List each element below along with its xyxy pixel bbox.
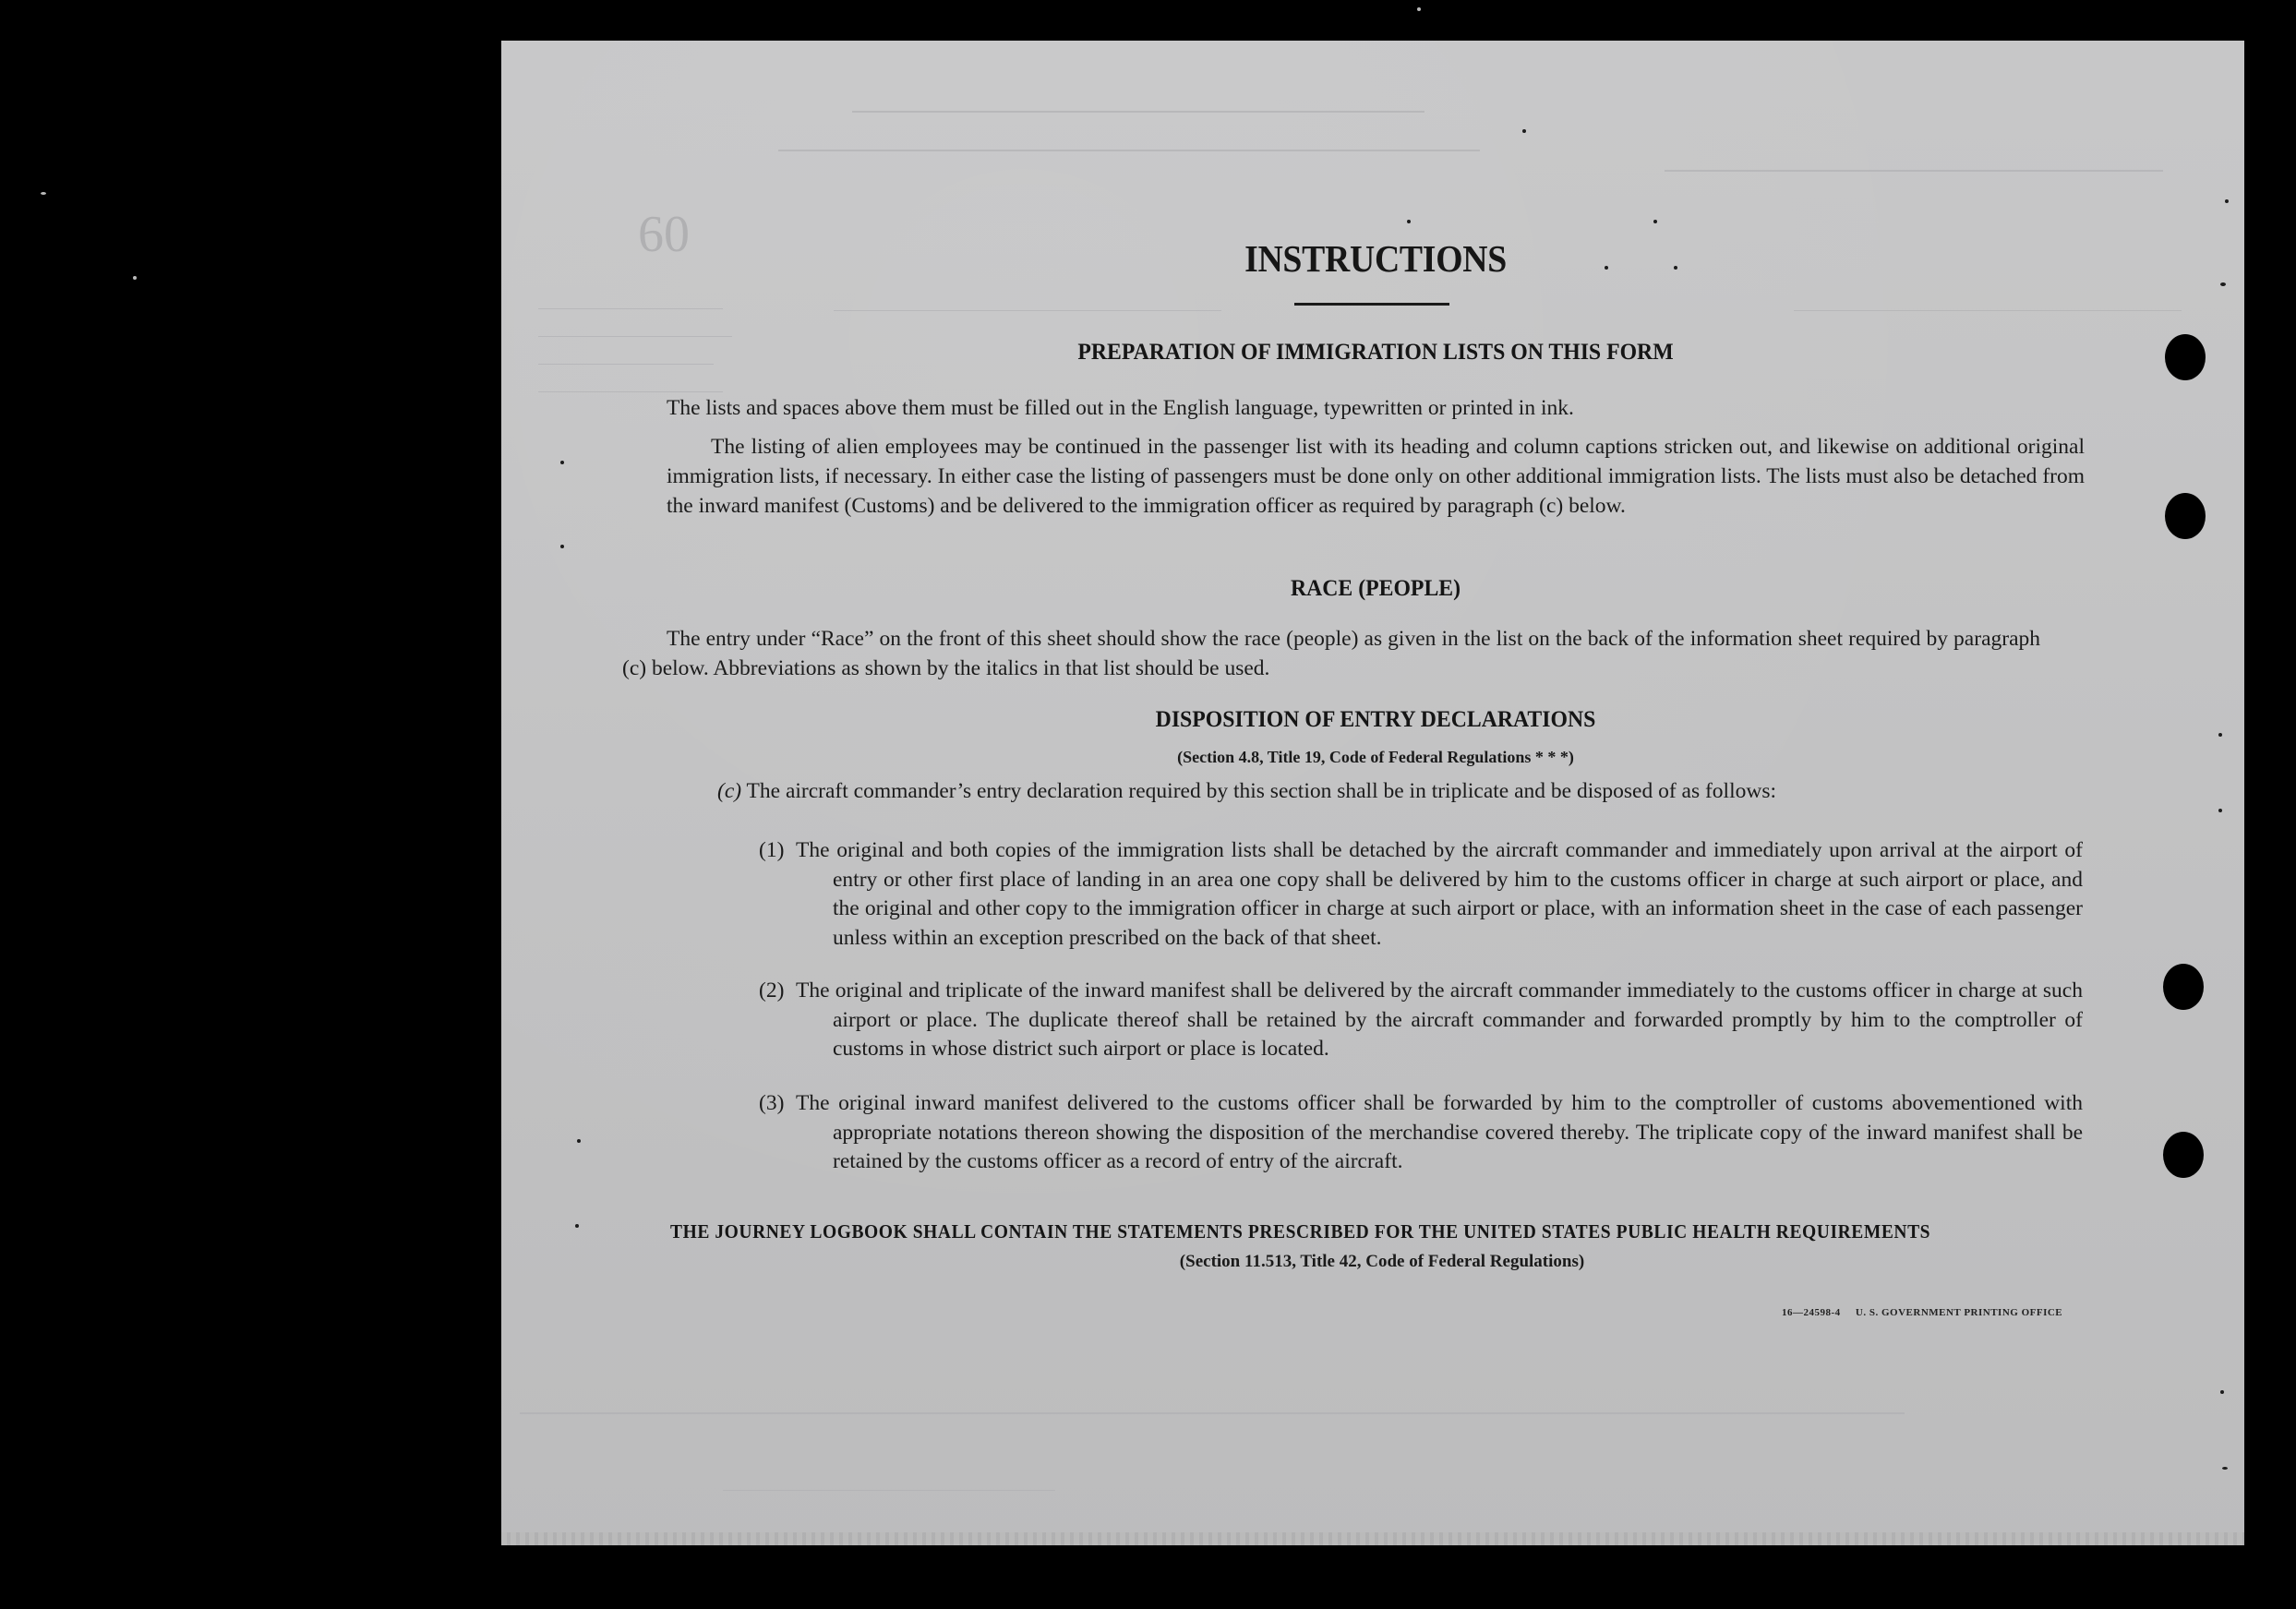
punch-hole	[2165, 334, 2206, 380]
disposition-item-3-number: (3)	[759, 1091, 785, 1115]
paper-speck	[1522, 129, 1526, 133]
public-health-heading: THE JOURNEY LOGBOOK SHALL CONTAIN THE STATEMENTS PRESCRIBED FOR THE UNITED STATES PUBLIC HEALTH REQUIREMENTS	[670, 1220, 1931, 1243]
paper-speck	[2222, 1467, 2228, 1470]
paper-speck	[1407, 220, 1411, 223]
document-title	[1233, 236, 1519, 281]
disposition-heading: DISPOSITION OF ENTRY DECLARATIONS	[1155, 707, 1596, 732]
disposition-intro-label: (c)	[717, 779, 742, 803]
disposition-item-2-body: The original and triplicate of the inward manifest shall be delivered by the aircraft commander immediately to the customs officer in charge at such airport or place. The duplicate thereof shall be retained by the aircraft commander and forwarded promptly by him to the comptroller of customs in whose district such airport or place is located.	[796, 979, 2083, 1061]
paper-speck	[2225, 199, 2229, 203]
disposition-intro-text: The aircraft commander’s entry declaration required by this section shall be in triplicate and be disposed of as follows:	[746, 779, 1777, 803]
punch-hole	[2163, 964, 2204, 1010]
disposition-reference: (Section 4.8, Title 19, Code of Federal Regulations * * *)	[1177, 748, 1574, 766]
paper-speck	[2220, 282, 2226, 286]
race-heading: RACE (PEOPLE)	[1290, 576, 1461, 601]
paper-speck	[1605, 266, 1608, 270]
punch-hole	[2163, 1132, 2204, 1178]
preparation-paragraph-2-text: The listing of alien employees may be continued in the passenger list with its heading and column captions stricken out, and likewise on additional original immigration lists, if necessary. In either case the listing of passengers must be done only on other additional immigration lists. The lists must also be detached from the inward manifest (Customs) and be delivered to the immigration officer as required by paragraph (c) below.	[667, 435, 2085, 518]
race-paragraph-text: The entry under “Race” on the front of this sheet should show the race (people) as given in the list on the back of the information sheet required by paragraph (c) below. Abbreviations as shown by the italics in that list should be used.	[622, 627, 2040, 680]
preparation-heading: PREPARATION OF IMMIGRATION LISTS ON THIS FORM	[1077, 340, 1674, 365]
disposition-item-1-text	[796, 836, 2083, 953]
bleed-through-line	[520, 1412, 1905, 1414]
paper-speck	[577, 1139, 581, 1143]
bleed-through-line	[538, 336, 732, 337]
public-health-reference: (Section 11.513, Title 42, Code of Federal Regulations)	[1179, 1252, 1585, 1271]
paper-speck	[2220, 1390, 2224, 1394]
disposition-item-1-body: The original and both copies of the immigration lists shall be detached by the aircraft commander and immediately upon arrival at the airport of entry or other first place of landing in an area one copy shall be delivered by him to the customs officer in charge at such airport or place, and the original and other copy to the immigration officer in charge at such airport or place, with an information sheet in the case of each passenger unless within an exception prescribed on the back of that sheet.	[796, 838, 2083, 950]
paper-speck	[560, 461, 564, 464]
race-paragraph	[622, 624, 2040, 683]
disposition-intro	[717, 779, 1776, 804]
printer-imprint	[1782, 1307, 2062, 1318]
disposition-item-2-number: (2)	[759, 979, 785, 1003]
bleed-through-line	[538, 308, 723, 309]
preparation-paragraph-1	[667, 393, 1894, 423]
paper-speck	[2218, 733, 2222, 737]
paper-speck	[560, 545, 564, 548]
bleed-through-line	[538, 391, 723, 392]
bleed-through-line	[538, 364, 714, 365]
preparation-paragraph-2	[622, 432, 2085, 521]
scan-speck	[41, 192, 46, 195]
disposition-item-3-body: The original inward manifest delivered to the customs officer shall be forwarded by him to the comptroller of customs abovementioned with appropriate notations thereon showing the disposition of the merchandise covered thereby. The triplicate copy of the inward manifest shall be retained by the customs officer as a record of entry of the aircraft.	[796, 1091, 2083, 1173]
bleed-through-line	[1665, 170, 2163, 172]
scan-speck	[133, 276, 137, 280]
paper-speck	[1653, 220, 1657, 223]
scan-speck	[1417, 7, 1421, 11]
bleed-through-line	[778, 150, 1480, 151]
bleed-through-page-number: 60	[638, 206, 690, 263]
punch-hole	[2165, 493, 2206, 539]
paper-speck	[575, 1224, 579, 1228]
title-underline	[1294, 303, 1449, 306]
document-title-text: INSTRUCTIONS	[1244, 237, 1507, 280]
document-page	[501, 41, 2244, 1545]
paper-torn-edge	[501, 1532, 2244, 1545]
preparation-paragraph-1-text: The lists and spaces above them must be filled out in the English language, typewritten or printed in ink.	[667, 396, 1574, 420]
bleed-through-line	[852, 111, 1424, 113]
disposition-item-1-number: (1)	[759, 838, 785, 862]
bleed-through-line	[723, 1490, 1055, 1491]
bleed-through-line	[1794, 310, 2182, 311]
paper-speck	[2218, 809, 2222, 812]
disposition-item-3-text	[796, 1089, 2083, 1177]
bleed-through-line	[834, 310, 1221, 311]
printer-code: 16—24598-4	[1782, 1307, 1841, 1318]
paper-speck	[1674, 266, 1677, 270]
printer-name: U. S. GOVERNMENT PRINTING OFFICE	[1855, 1307, 2063, 1318]
disposition-item-2-text	[796, 977, 2083, 1064]
